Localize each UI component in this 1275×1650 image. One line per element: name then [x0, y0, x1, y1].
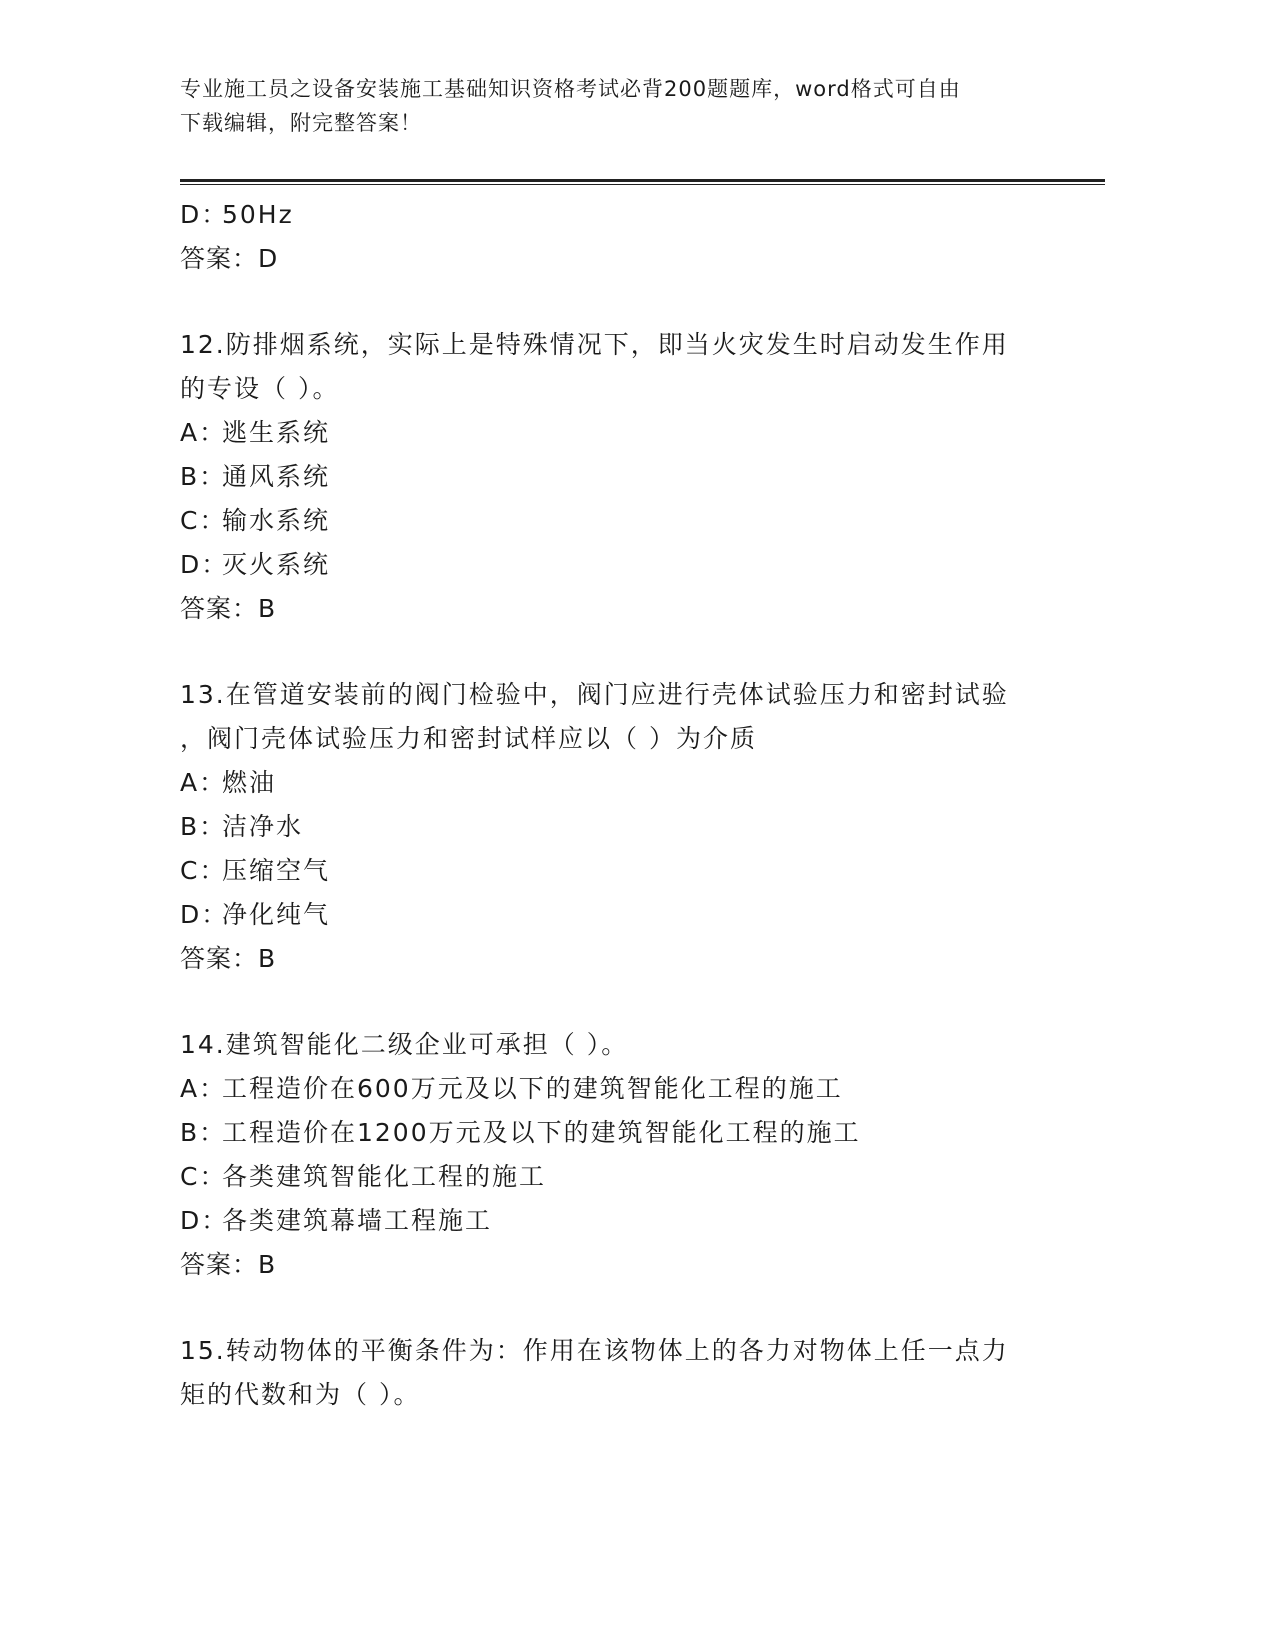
option-text: 各类建筑智能化工程的施工: [222, 1162, 547, 1191]
question-stem-line: 12.防排烟系统，实际上是特殊情况下，即当火灾发生时启动发生作用: [180, 330, 1009, 359]
option-text: 工程造价在1200万元及以下的建筑智能化工程的施工: [222, 1118, 861, 1147]
option-letter: D：: [180, 900, 229, 929]
option-text: 洁净水: [222, 812, 304, 841]
option-b: [180, 805, 1050, 849]
document-body: [180, 193, 1050, 1417]
question-13: [180, 673, 1050, 981]
option-text: 各类建筑幕墙工程施工: [222, 1206, 493, 1235]
option-text: 逃生系统: [222, 418, 331, 447]
option-d: [180, 1199, 1050, 1243]
answer-line: 答案：B: [180, 1250, 277, 1279]
answer-line: 答案：D: [180, 244, 279, 273]
header-divider-thick: [180, 179, 1105, 182]
option-d: [180, 193, 1050, 237]
option-letter: D：: [180, 550, 229, 579]
option-text: 工程造价在600万元及以下的建筑智能化工程的施工: [222, 1074, 843, 1103]
option-a: [180, 761, 1050, 805]
question-15: [180, 1329, 1050, 1417]
option-c: [180, 499, 1050, 543]
question-stem-line: ，阀门壳体试验压力和密封试样应以（ ）为介质: [180, 724, 757, 753]
option-letter: A：: [180, 418, 227, 447]
option-a: [180, 411, 1050, 455]
option-letter: D：: [180, 1206, 229, 1235]
option-letter: D：: [180, 200, 229, 229]
option-c: [180, 849, 1050, 893]
option-d: [180, 543, 1050, 587]
previous-question-tail: [180, 193, 1050, 281]
option-a: [180, 1067, 1050, 1111]
option-letter: C：: [180, 856, 227, 885]
option-text: 灭火系统: [222, 550, 331, 579]
option-letter: C：: [180, 1162, 227, 1191]
option-d: [180, 893, 1050, 937]
answer-line: 答案：B: [180, 594, 277, 623]
question-stem-line: 13.在管道安装前的阀门检验中，阀门应进行壳体试验压力和密封试验: [180, 680, 1009, 709]
option-text: 通风系统: [222, 462, 331, 491]
document-header: [180, 72, 1080, 140]
option-letter: C：: [180, 506, 227, 535]
option-b: [180, 455, 1050, 499]
option-text: 净化纯气: [222, 900, 331, 929]
option-b: [180, 1111, 1050, 1155]
option-text: 输水系统: [222, 506, 331, 535]
header-line-2: 下载编辑，附完整答案！: [180, 111, 422, 135]
option-letter: B：: [180, 812, 227, 841]
question-stem-line: 15.转动物体的平衡条件为：作用在该物体上的各力对物体上任一点力: [180, 1336, 1009, 1365]
option-letter: B：: [180, 1118, 227, 1147]
option-letter: B：: [180, 462, 227, 491]
option-letter: A：: [180, 1074, 227, 1103]
question-stem-line: 14.建筑智能化二级企业可承担（ ）。: [180, 1030, 629, 1059]
question-14: [180, 1023, 1050, 1287]
option-c: [180, 1155, 1050, 1199]
header-divider-thin: [180, 184, 1105, 185]
option-text: 燃油: [222, 768, 277, 797]
question-stem-line: 的专设（ ）。: [180, 374, 340, 403]
header-line-1: 专业施工员之设备安装施工基础知识资格考试必背200题题库，word格式可自由: [180, 77, 961, 101]
question-stem-line: 矩的代数和为（ ）。: [180, 1380, 421, 1409]
option-letter: A：: [180, 768, 227, 797]
answer-line: 答案：B: [180, 944, 277, 973]
option-text: 压缩空气: [222, 856, 331, 885]
question-12: [180, 323, 1050, 631]
option-text: 50Hz: [222, 200, 294, 229]
